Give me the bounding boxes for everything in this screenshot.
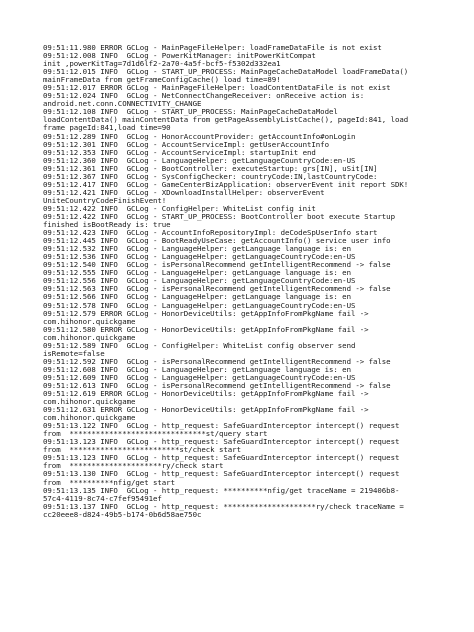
log-text-block bbox=[43, 44, 468, 519]
log-line: 09:51:12.555 INFO GCLog - LanguageHelper: getLanguage language is: en bbox=[43, 268, 351, 278]
log-line: 09:51:12.301 INFO GCLog - AccountServiceImpl: getUserAccountInfo bbox=[43, 139, 329, 149]
log-line: 09:51:13.137 INFO GCLog - http_request: *********************ry/check traceName = bbox=[43, 501, 404, 511]
log-line: com.hihonor.quickgame bbox=[43, 332, 136, 342]
log-line: 09:51:12.613 INFO GCLog - isPersonalRecommend getIntelligentRecommend -> false bbox=[43, 380, 391, 390]
log-line: 09:51:12.532 INFO GCLog - LanguageHelper: getLanguage language is: en bbox=[43, 244, 351, 254]
log-line: 09:51:13.123 INFO GCLog - http_request: SafeGuardInterceptor intercept() request bbox=[43, 437, 400, 447]
log-line: 09:51:12.017 ERROR GCLog - MainPageFileHelper: loadContentDataFile is not exist bbox=[43, 83, 391, 93]
log-line: 09:51:12.422 INFO GCLog - ConfigHelper: WhiteList config init bbox=[43, 203, 316, 213]
log-line: UniteCountryCodeFinishEvent! bbox=[43, 195, 167, 205]
log-line: 09:51:12.566 INFO GCLog - LanguageHelper: getLanguage language is: en bbox=[43, 292, 351, 302]
log-line: 09:51:12.563 INFO GCLog - isPersonalRecommend getIntelligentRecommend -> false bbox=[43, 284, 391, 294]
log-line: 09:51:12.008 INFO GCLog - PowerKitManager: initPowerKitCompat bbox=[43, 51, 316, 61]
log-line: 09:51:13.135 INFO GCLog - http_request: **********nfig/get traceName = 219406b8- bbox=[43, 485, 400, 495]
log-line: 09:51:12.423 INFO GCLog - AccountInfoRepositoryImpl: deCodeSpUserInfo start bbox=[43, 228, 378, 238]
log-line: from *************************st/check start bbox=[43, 445, 241, 455]
log-line: 09:51:12.417 INFO GCLog - GameCenterBizApplication: observerEvent init report SDK! bbox=[43, 179, 409, 189]
log-line: from *********************ry/check start bbox=[43, 461, 224, 471]
log-line: com.hihonor.quickgame bbox=[43, 413, 136, 423]
log-line: 09:51:12.540 INFO GCLog - isPersonalRecommend getIntelligentRecommend -> false bbox=[43, 260, 391, 270]
log-line: 09:51:11.980 ERROR GCLog - MainPageFileHelper: loadFrameDataFile is not exist bbox=[43, 43, 382, 52]
log-line: 09:51:12.609 INFO GCLog - LanguageHelper: getLanguageCountryCode:en-US bbox=[43, 372, 356, 382]
log-line: 09:51:12.589 INFO GCLog - ConfigHelper: WhiteList config observer send bbox=[43, 340, 356, 350]
log-line: cc20eee8-d824-49b5-b174-0b6d58ae750c bbox=[43, 509, 202, 519]
log-line: 09:51:12.360 INFO GCLog - LanguageHelper: getLanguageCountryCode:en-US bbox=[43, 155, 356, 165]
log-line: 09:51:12.608 INFO GCLog - LanguageHelper: getLanguage language is: en bbox=[43, 364, 351, 374]
log-line: isRemote=false bbox=[43, 348, 105, 358]
log-line: 09:51:12.556 INFO GCLog - LanguageHelper: getLanguageCountryCode:en-US bbox=[43, 276, 356, 286]
log-line: 09:51:13.130 INFO GCLog - http_request: SafeGuardInterceptor intercept() request bbox=[43, 469, 400, 479]
log-line: 09:51:12.289 INFO GCLog - HonorAccountProvider: getAccountInfo#onLogin bbox=[43, 131, 356, 141]
log-line: 09:51:12.421 INFO GCLog - XDownloadInstallHelper: observerEvent bbox=[43, 187, 325, 197]
log-line: frame pageId:841,load time=90 bbox=[43, 123, 171, 133]
log-line: from **********nfig/get start bbox=[43, 477, 175, 487]
log-line: 09:51:12.108 INFO GCLog - START_UP_PROCESS: MainPageCacheDataModel bbox=[43, 107, 338, 117]
log-line: 09:51:13.122 INFO GCLog - http_request: SafeGuardInterceptor intercept() request bbox=[43, 421, 400, 431]
log-line: mainFrameData from getFrameConfigCache() load time=89! bbox=[43, 75, 281, 85]
log-line: loadContentData() mainContentData from getPageAssemblyListCache(), pageId:841, load bbox=[43, 115, 409, 125]
log-line: 09:51:12.445 INFO GCLog - BootReadyUseCase: getAccountInfo() service user info bbox=[43, 236, 391, 246]
log-line: 09:51:12.619 ERROR GCLog - HonorDeviceUtils: getAppInfoFromPkgName fail -> bbox=[43, 389, 369, 399]
log-line: 09:51:12.422 INFO GCLog - START_UP_PROCESS: BootController boot execute Startup bbox=[43, 211, 395, 221]
log-line: android.net.conn.CONNECTIVITY_CHANGE bbox=[43, 99, 202, 109]
log-line: 09:51:12.631 ERROR GCLog - HonorDeviceUtils: getAppInfoFromPkgName fail -> bbox=[43, 405, 369, 415]
log-line: 09:51:13.123 INFO GCLog - http_request: SafeGuardInterceptor intercept() request bbox=[43, 453, 400, 463]
log-line: 09:51:12.024 INFO GCLog - NetConnectChangeReceiver: onReceive action is: bbox=[43, 91, 365, 101]
log-line: init ,powerKitTag=7d1d6lf2-2a70-4a5f-bcf5-f5302d332ea1 bbox=[43, 59, 281, 69]
log-line: from *******************************st/query start bbox=[43, 429, 268, 439]
log-line: 09:51:12.578 INFO GCLog - LanguageHelper: getLanguageCountryCode:en-US bbox=[43, 300, 356, 310]
log-line: 09:51:12.015 INFO GCLog - START_UP_PROCESS: MainPageCacheDataModel loadFrameData() bbox=[43, 67, 409, 77]
log-line: finished isBootReady is: true bbox=[43, 220, 171, 230]
log-line: 09:51:12.367 INFO GCLog - SysConfigChecker: countryCode:IN,lastCountryCode: bbox=[43, 171, 378, 181]
log-line: 09:51:12.536 INFO GCLog - LanguageHelper: getLanguageCountryCode:en-US bbox=[43, 252, 356, 262]
log-line: 09:51:12.580 ERROR GCLog - HonorDeviceUtils: getAppInfoFromPkgName fail -> bbox=[43, 324, 369, 334]
log-line: 09:51:12.353 INFO GCLog - AccountServiceImpl: startupInit end bbox=[43, 147, 316, 157]
log-line: 09:51:12.361 INFO GCLog - BootController: executeStartup: grs[IN], uSit[IN] bbox=[43, 163, 378, 173]
log-line: com.hihonor.quickgame bbox=[43, 397, 136, 407]
log-line: 09:51:12.579 ERROR GCLog - HonorDeviceUtils: getAppInfoFromPkgName fail -> bbox=[43, 308, 369, 318]
log-line: 57c4-4119-8c74-c7fef95491ef bbox=[43, 493, 162, 503]
log-line: 09:51:12.592 INFO GCLog - isPersonalRecommend getIntelligentRecommend -> false bbox=[43, 356, 391, 366]
log-line: com.hihonor.quickgame bbox=[43, 316, 136, 326]
